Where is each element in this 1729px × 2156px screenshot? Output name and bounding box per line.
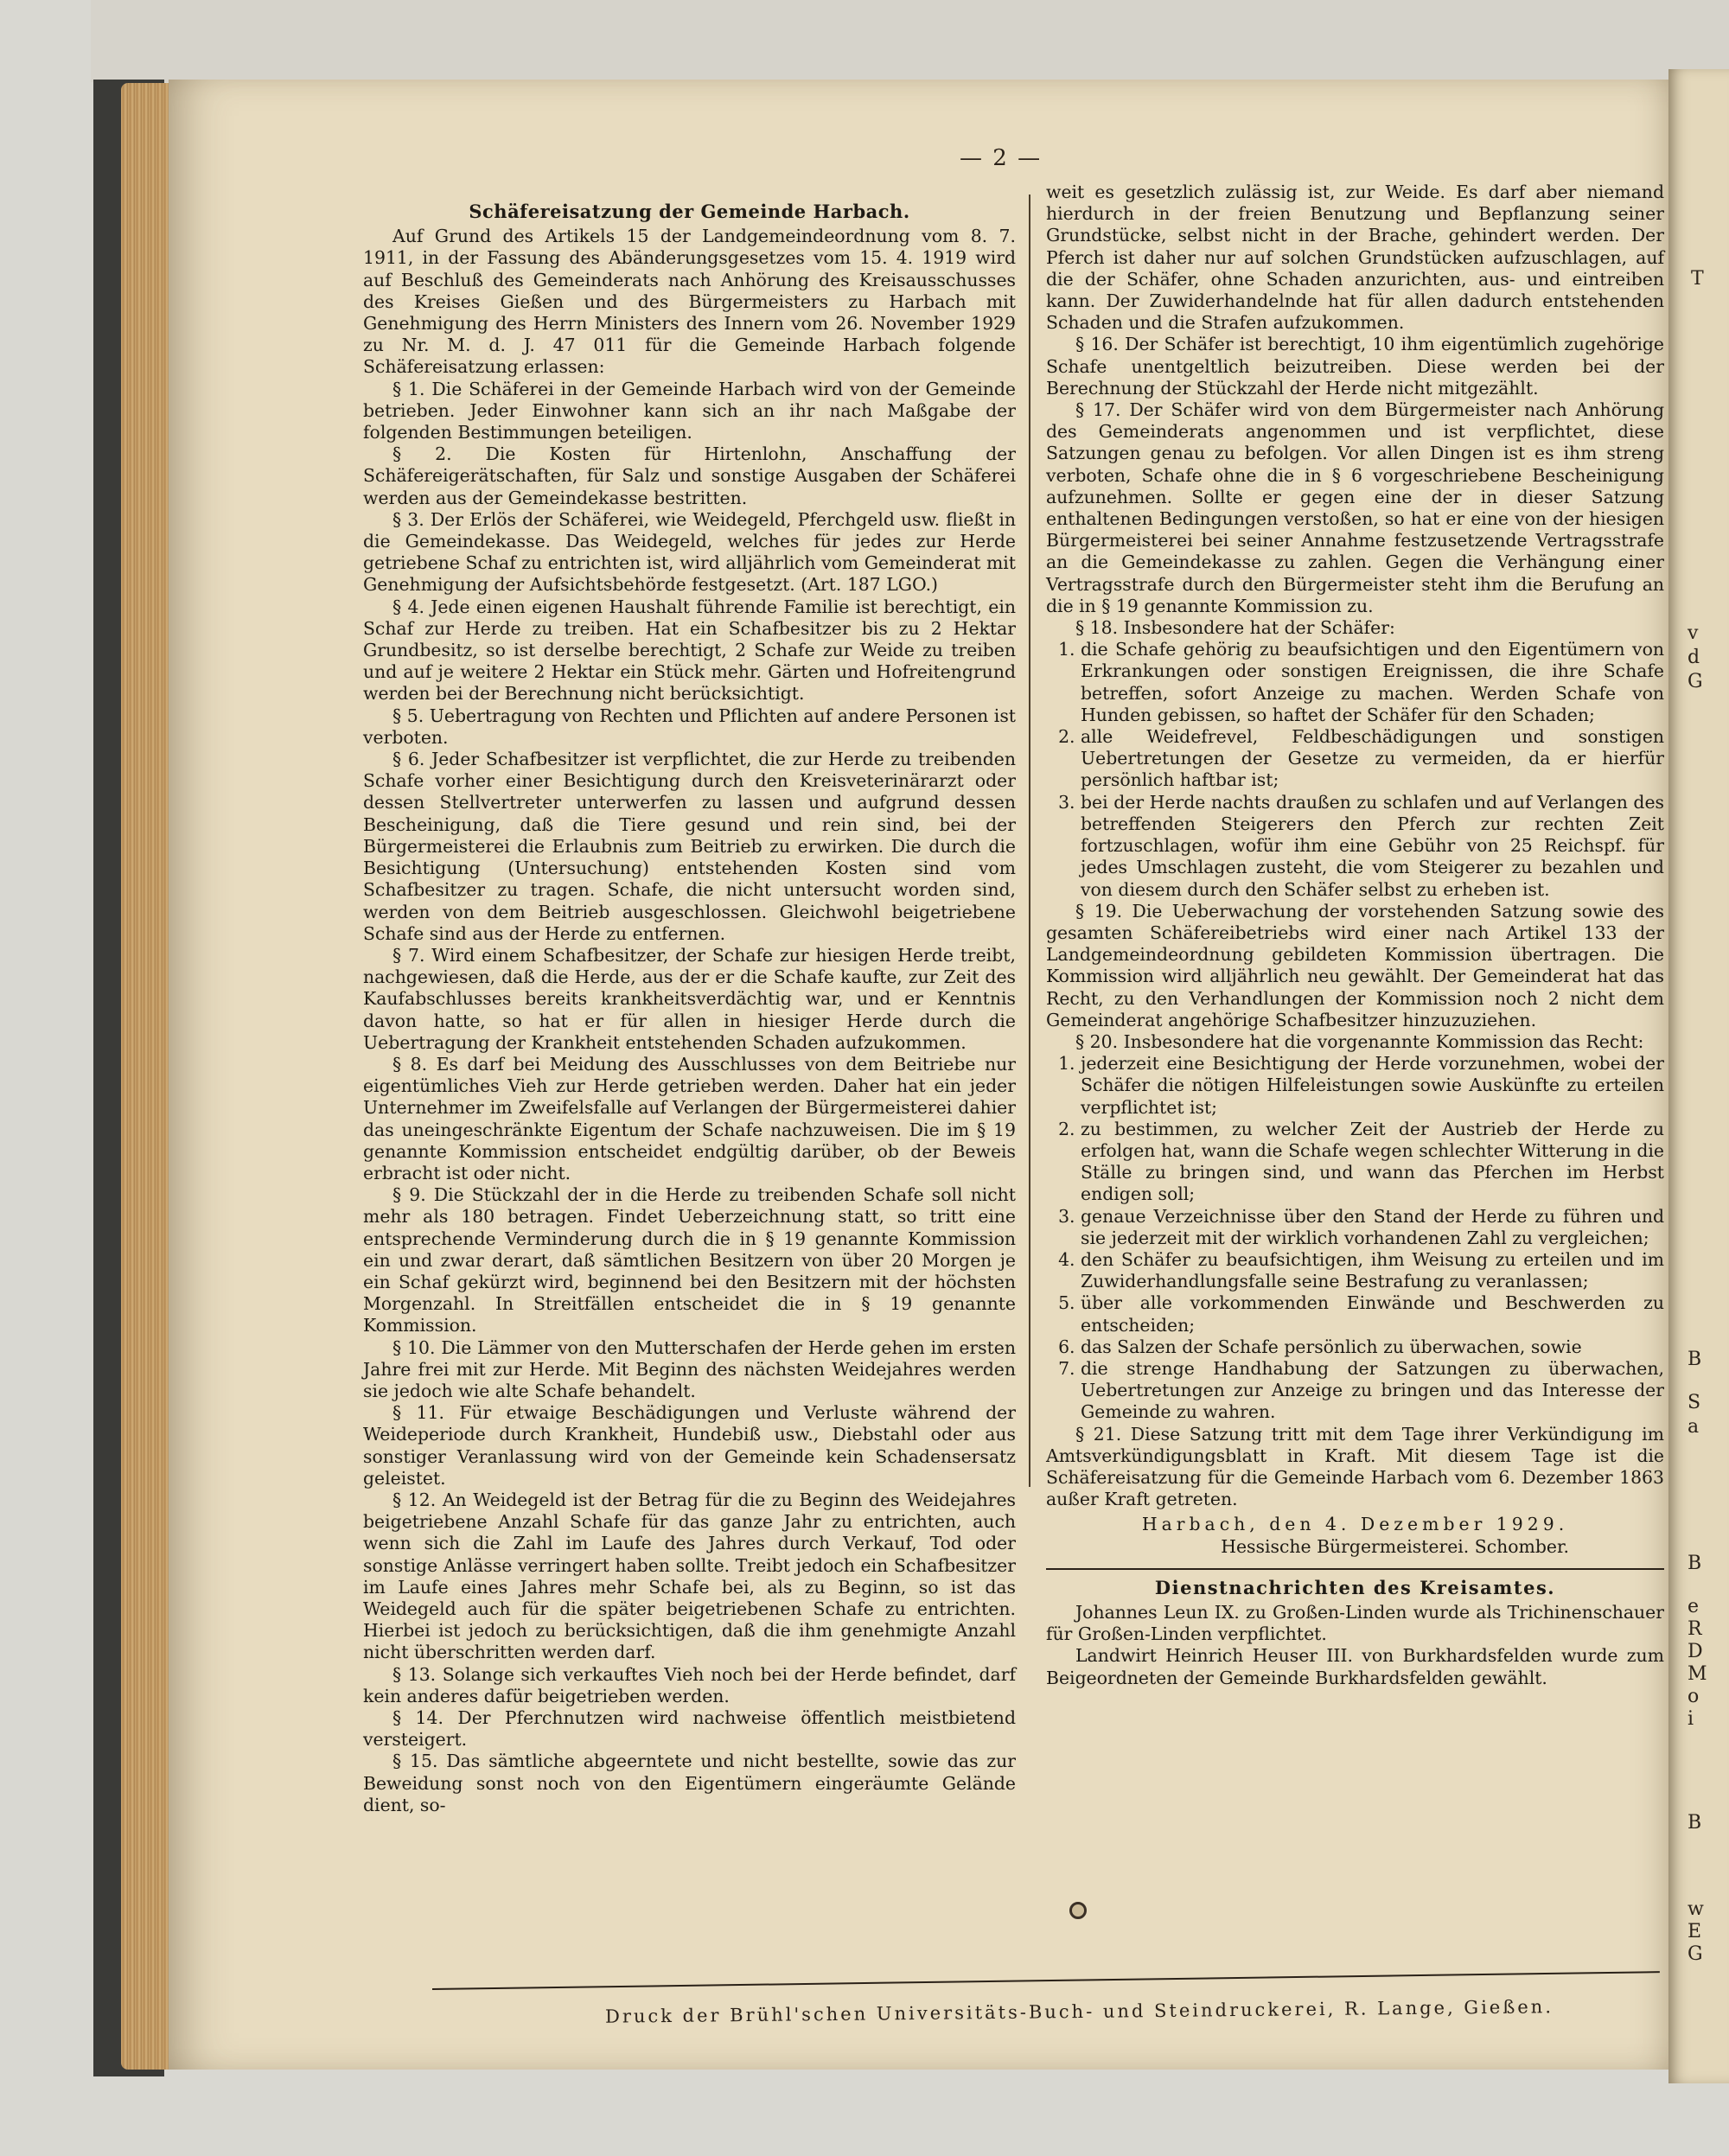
signature: Hessische Bürgermeisterei. Schomber. bbox=[1221, 1535, 1569, 1557]
facing-fragment: o bbox=[1688, 1686, 1700, 1707]
paragraph: § 5. Uebertragung von Rechten und Pflichten auf andere Personen ist verboten. bbox=[363, 705, 1016, 748]
article-title: Schäfereisatzung der Gemeinde Harbach. bbox=[469, 201, 910, 222]
left-column bbox=[363, 201, 1016, 1816]
list-item: 4. den Schäfer zu beaufsichtigen, ihm Weisung zu erteilen und im Zuwiderhandlungsfalle seine Bestrafung zu veranlassen; bbox=[1081, 1249, 1664, 1292]
facing-fragment: E bbox=[1688, 1921, 1702, 1942]
paragraph: § 4. Jede einen eigenen Haushalt führende Familie ist berechtigt, ein Schaf zur Herde zu treiben. Hat ein Schafbesitzer bis zu 2 Hektar Grundbesitz, so ist derselbe berechtigt, 2 Schafe zur Weide zu treiben und auf je weitere 2 Hektar ein Stück mehr. Gärten und Hofreitengrund werden bei der Berechnung nicht berücksichtigt. bbox=[363, 596, 1016, 705]
paragraph: § 14. Der Pferchnutzen wird nachweise öffentlich meistbietend versteigert. bbox=[363, 1707, 1016, 1751]
facing-fragment: B bbox=[1688, 1349, 1702, 1370]
paragraph: § 2. Die Kosten für Hirtenlohn, Anschaffung der Schäfereigerätschaften, für Salz und sonstige Ausgaben der Schäferei werden aus der Gemeindekasse bestritten. bbox=[363, 443, 1016, 508]
notice: Landwirt Heinrich Heuser III. von Burkhardsfelden wurde zum Beigeordneten der Gemeinde Burkhardsfelden gewählt. bbox=[1046, 1645, 1664, 1688]
facing-fragment: G bbox=[1688, 1943, 1703, 1965]
date-line: Harbach, den 4. Dezember 1929. bbox=[1141, 1514, 1569, 1535]
facing-fragment: B bbox=[1688, 1553, 1702, 1574]
right-column bbox=[1046, 182, 1664, 1689]
punch-hole bbox=[1069, 1902, 1087, 1919]
facing-fragment: e bbox=[1688, 1596, 1700, 1617]
paragraph: § 9. Die Stückzahl der in die Herde zu treibenden Schafe soll nicht mehr als 180 betragen. Findet Ueberzeichnung statt, so tritt eine entsprechende Verminderung durch die in § 19 genannte Kommission ein und zwar derart, daß sämtlichen Besitzern von über 20 Morgen je ein Schaf gekürzt wird, beginnend bei den Besitzern mit der höchsten Morgenzahl. In Streitfällen entscheidet die in § 19 genannte Kommission. bbox=[363, 1184, 1016, 1336]
facing-fragment: T bbox=[1691, 268, 1704, 290]
column-divider bbox=[1029, 195, 1030, 1487]
paragraph: § 16. Der Schäfer ist berechtigt, 10 ihm eigentümlich zugehörige Schafe unentgeltlich beizutreiben. Diese werden bei der Berechnung der Stückzahl der Herde nicht mitgezählt. bbox=[1046, 334, 1664, 399]
paragraph: § 21. Diese Satzung tritt mit dem Tage ihrer Verkündigung im Amtsverkündigungsblatt in Kraft. Mit diesem Tage ist die Schäfereisatzung für die Gemeinde Harbach vom 6. Dezember 1863 außer Kraft getreten. bbox=[1046, 1423, 1664, 1510]
section-title: Dienstnachrichten des Kreisamtes. bbox=[1154, 1576, 1556, 1598]
paragraph: § 7. Wird einem Schafbesitzer, der Schafe zur hiesigen Herde treibt, nachgewiesen, daß die Herde, aus der er die Schafe kaufte, zur Zeit des Kaufabschlusses bereits krankheitsverdächtig war, und er Kenntnis davon hatte, so hat er für allen in hiesiger Herde durch die Uebertragung der Krankheit entstehenden Schaden aufzukommen. bbox=[363, 944, 1016, 1053]
paragraph: § 19. Die Ueberwachung der vorstehenden Satzung sowie des gesamten Schäfereibetriebs wird einer nach Artikel 133 der Landgemeindeordnung gebildeten Kommission übertragen. Die Kommission wird alljährlich neu gewählt. Der Gemeinderat hat das Recht, zu den Verhandlungen der Kommission noch 2 nicht dem Gemeinderat angehörige Schafbesitzer hinzuzuziehen. bbox=[1046, 900, 1664, 1030]
paragraph: § 10. Die Lämmer von den Mutterschafen der Herde gehen im ersten Jahre frei mit zur Herde. Mit Beginn des nächsten Weidejahres werden sie jedoch wie alte Schafe behandelt. bbox=[363, 1336, 1016, 1401]
paragraph: § 12. An Weidegeld ist der Betrag für die zu Beginn des Weidejahres beigetriebene Anzahl Schafe für das ganze Jahr zu entrichten, auch wenn sich die Zahl im Laufe des Jahres durch Verkauf, Tod oder sonstige Anlässe verringert haben sollte. Treibt jedoch ein Schafbesitzer im Laufe eines Jahres mehr Schafe bei, als zu Beginn, so ist das Weidegeld auch für die später beigetriebenen Schafe zu entrichten. Hierbei ist jedoch zu berücksichtigen, daß die ihm genehmigte Anzahl nicht überschritten werden darf. bbox=[363, 1489, 1016, 1663]
list-item: 1. die Schafe gehörig zu beaufsichtigen und den Eigentümern von Erkrankungen oder sonstigen Ereignissen, die ihre Schafe betreffen, sofort Anzeige zu machen. Werden Schafe von Hunden gebissen, so haftet der Schäfer für den Schaden; bbox=[1081, 639, 1664, 726]
paragraph: Auf Grund des Artikels 15 der Landgemeindeordnung vom 8. 7. 1911, in der Fassung des Abänderungsgesetzes vom 15. 4. 1919 wird auf Beschluß des Gemeinderats nach Anhörung des Kreisausschusses des Kreises Gießen und des Bürgermeisters zu Harbach mit Genehmigung des Herrn Ministers des Innern vom 26. November 1929 zu Nr. M. d. J. 47 011 für die Gemeinde Harbach folgende Schäfereisatzung erlassen: bbox=[363, 226, 1016, 378]
paragraph: § 17. Der Schäfer wird von dem Bürgermeister nach Anhörung des Gemeinderats angenommen und ist verpflichtet, diese Satzungen genau zu befolgen. Vor allen Dingen ist es ihm streng verboten, Schafe ohne die in § 6 vorgeschriebene Bescheinigung aufzunehmen. Sollte er gegen eine der in dieser Satzung enthaltenen Bedingungen verstoßen, so hat er eine von der hiesigen Bürgermeisterei bei seiner Annahme festzusetzende Vertragsstrafe an die Gemeindekasse zu zahlen. Gegen die Verhängung einer Vertragsstrafe durch den Bürgermeister steht ihm die Berufung an die in § 19 genannte Kommission zu. bbox=[1046, 399, 1664, 616]
list-section-20 bbox=[1046, 1053, 1664, 1423]
page-stack-edges bbox=[121, 83, 173, 2070]
paragraph: § 15. Das sämtliche abgeerntete und nicht bestellte, sowie das zur Beweidung sonst noch von den Eigentümern eingeräumte Gelände dient, so- bbox=[363, 1751, 1016, 1815]
facing-fragment: S bbox=[1688, 1392, 1701, 1413]
facing-fragment: R bbox=[1688, 1618, 1702, 1640]
list-item: 5. über alle vorkommenden Einwände und Beschwerden zu entscheiden; bbox=[1081, 1292, 1664, 1336]
list-item: 7. die strenge Handhabung der Satzungen zu überwachen, Uebertretungen zur Anzeige zu bringen und das Interesse der Gemeinde zu wahren. bbox=[1081, 1358, 1664, 1424]
list-item: 2. alle Weidefrevel, Feldbeschädigungen und sonstigen Uebertretungen der Gesetze zu vermeiden, da er hierfür persönlich haftbar ist; bbox=[1081, 726, 1664, 792]
notice: Johannes Leun IX. zu Großen-Linden wurde als Trichinenschauer für Großen-Linden verpflichtet. bbox=[1046, 1602, 1664, 1645]
list-item: 3. bei der Herde nachts draußen zu schlafen und auf Verlangen des betreffenden Steigerers den Pferch zur rechten Zeit fortzuschlagen, wofür ihm eine Gebühr von 25 Reichspf. für jedes Umschlagen zusteht, die vom Steigerer zu bezahlen und von diesem durch den Schäfer selbst zu erheben ist. bbox=[1081, 792, 1664, 901]
paragraph: § 8. Es darf bei Meidung des Ausschlusses von dem Beitriebe nur eigentümliches Vieh zur Herde getrieben werden. Daher hat ein jeder Unternehmer im Zweifelsfalle auf Verlangen der Bürgermeisterei dahier das uneingeschränkte Eigentum der Schafe nachzuweisen. Die im § 19 genannte Kommission entscheidet endgültig darüber, ob der Beweis erbracht ist oder nicht. bbox=[363, 1053, 1016, 1183]
paragraph: weit es gesetzlich zulässig ist, zur Weide. Es darf aber niemand hierdurch in der freien Benutzung und Bepflanzung seiner Grundstücke, selbst nicht in der Brache, gehindert werden. Der Pferch ist daher nur auf solchen Grundstücken aufzuschlagen, auf die der Schäfer, ohne Schaden anzurichten, aus- und eintreiben kann. Der Zuwiderhandelnde hat für allen dadurch entstehenden Schaden und die Strafen aufzukommen. bbox=[1046, 182, 1664, 334]
facing-fragment: d bbox=[1688, 647, 1700, 668]
paragraph: § 6. Jeder Schafbesitzer ist verpflichtet, die zur Herde zu treibenden Schafe vorher einer Besichtigung durch den Kreisveterinärarzt oder dessen Stellvertreter unterwerfen zu lassen und aufgrund dessen Bescheinigung, daß die Tiere gesund und rein sind, bei der Bürgermeisterei die Erlaubnis zum Beitrieb zu erwirken. Die durch die Besichtigung (Untersuchung) entstehenden Kosten sind vom Schafbesitzer zu tragen. Schafe, die nicht untersucht worden sind, werden von dem Beitrieb ausgeschlossen. Gleichwohl beigetriebene Schafe sind aus der Herde zu entfernen. bbox=[363, 749, 1016, 944]
scan-top-margin bbox=[91, 0, 1729, 82]
facing-fragment: D bbox=[1688, 1641, 1703, 1662]
paragraph: § 11. Für etwaige Beschädigungen und Verluste während der Weideperiode durch Krankheit, Hundebiß usw., Diebstahl oder aus sonstiger Veranlassung wird von der Gemeinde kein Schadensersatz geleistet. bbox=[363, 1402, 1016, 1489]
facing-fragment: a bbox=[1688, 1416, 1700, 1438]
facing-fragment: i bbox=[1688, 1708, 1694, 1730]
facing-fragment: w bbox=[1688, 1898, 1704, 1920]
printer-imprint: Druck der Brühl'schen Universitäts-Buch- und Steindruckerei, R. Lange, Gießen. bbox=[604, 1996, 1554, 2027]
facing-fragment: M bbox=[1688, 1663, 1707, 1685]
paragraph: § 1. Die Schäferei in der Gemeinde Harbach wird von der Gemeinde betrieben. Jeder Einwohner kann sich an ihr nach Maßgabe der folgenden Bestimmungen beteiligen. bbox=[363, 378, 1016, 443]
facing-fragment: B bbox=[1688, 1812, 1702, 1834]
list-item: 2. zu bestimmen, zu welcher Zeit der Austrieb der Herde zu erfolgen hat, wann die Schafe wegen schlechter Witterung in die Ställe zu bringen sind, und wann das Pferchen im Herbst endigen soll; bbox=[1081, 1119, 1664, 1206]
facing-page-strip bbox=[1668, 69, 1729, 2083]
list-item: 6. das Salzen der Schafe persönlich zu überwachen, sowie bbox=[1081, 1336, 1664, 1358]
facing-fragment: v bbox=[1688, 622, 1699, 644]
paragraph: § 13. Solange sich verkauftes Vieh noch bei der Herde befindet, darf kein anderes dafür beigetrieben werden. bbox=[363, 1663, 1016, 1706]
paragraph: § 3. Der Erlös der Schäferei, wie Weidegeld, Pferchgeld usw. fließt in die Gemeindekasse. Das Weidegeld, welches für jedes zur Herde getriebene Schaf zu entrichten ist, wird alljährlich vom Gemeinderat mit Genehmigung der Aufsichtsbehörde festgesetzt. (Art. 187 LGO.) bbox=[363, 508, 1016, 596]
paragraph: § 20. Insbesondere hat die vorgenannte Kommission das Recht: bbox=[1075, 1030, 1644, 1052]
paragraph: § 18. Insbesondere hat der Schäfer: bbox=[1075, 617, 1395, 639]
page-number: — 2 — bbox=[960, 145, 1043, 171]
list-item: 1. jederzeit eine Besichtigung der Herde vorzunehmen, wobei der Schäfer die nötigen Hilfeleistungen sowie Auskünfte zu erteilen verpflichtet ist; bbox=[1081, 1053, 1664, 1119]
list-section-18 bbox=[1046, 639, 1664, 900]
facing-fragment: G bbox=[1688, 671, 1703, 692]
list-item: 3. genaue Verzeichnisse über den Stand der Herde zu führen und sie jederzeit mit der wirklich vorhandenen Zahl zu vergleichen; bbox=[1081, 1206, 1664, 1249]
section-rule bbox=[1046, 1568, 1664, 1570]
